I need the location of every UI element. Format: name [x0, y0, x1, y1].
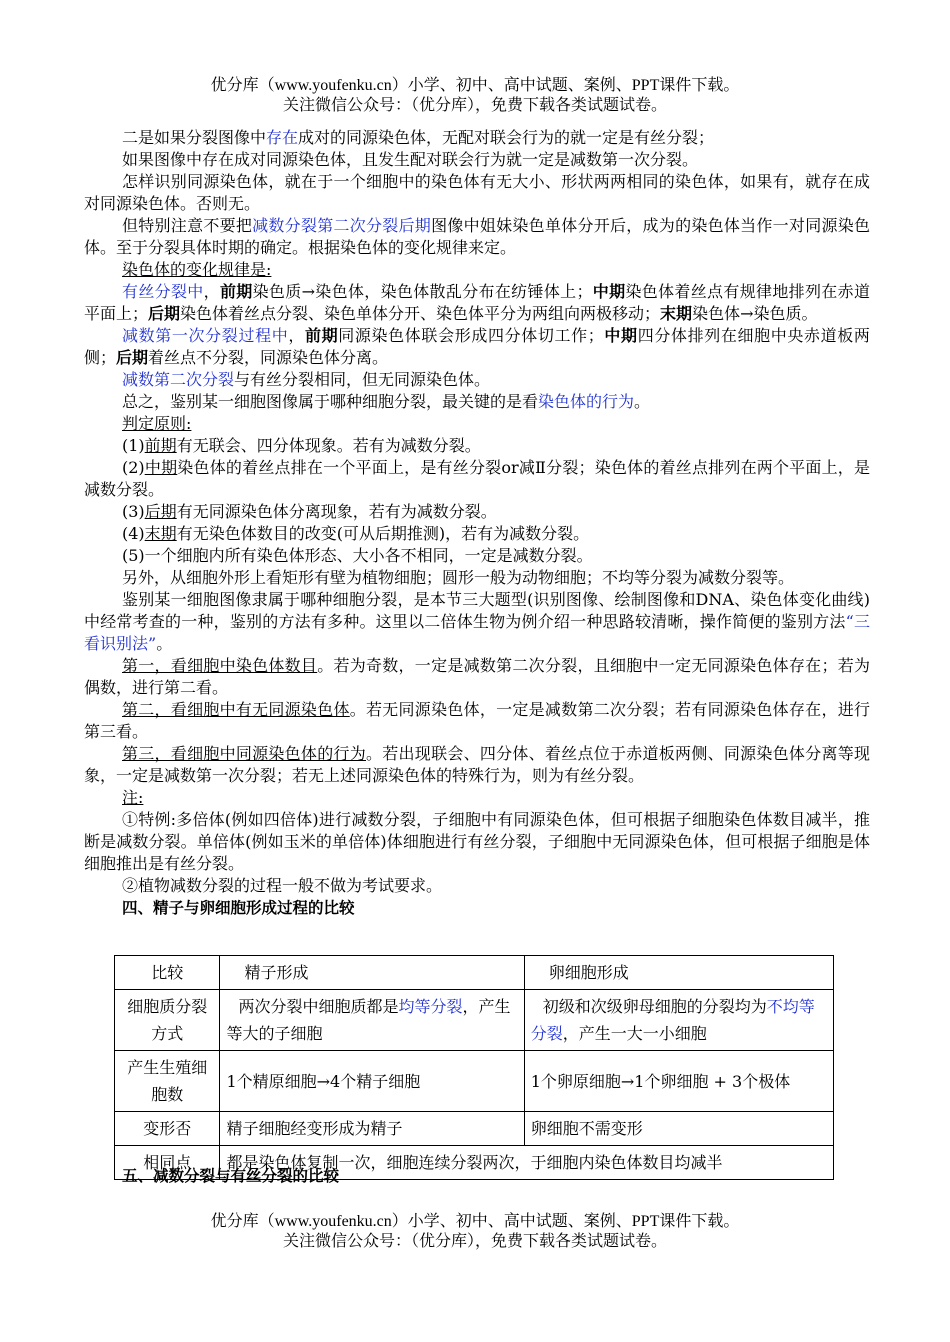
- header-line-2: 关注微信公众号：（优分库），免费下载各类试题试卷。: [282, 97, 667, 114]
- page-footer: [0, 1212, 950, 1252]
- table-cell: 产生生殖细胞数: [115, 1051, 220, 1112]
- body-text: [84, 127, 870, 919]
- paragraph: 但特别注意不要把减数分裂第二次分裂后期图像中姐妹染色单体分开后，成为的染色体当作一对同源染色体。至于分裂具体时期的确定。根据染色体的变化规律来定。: [84, 216, 870, 257]
- table-cell: 卵细胞不需变形: [524, 1112, 833, 1146]
- step-item: 第一，看细胞中染色体数目。若为奇数，一定是减数第二次分裂，且细胞中一定无同源染色体存在；若为偶数，进行第二看。: [84, 656, 870, 697]
- table-row: [115, 956, 834, 990]
- paragraph: 判定原则:: [122, 414, 192, 433]
- paragraph: 鉴别某一细胞图像隶属于哪种细胞分裂，是本节三大题型(识别图像、绘制图像和DNA、染色体变化曲线)中经常考查的一种，鉴别的方法有多种。这里以二倍体生物为例介绍一种思路较清晰，操作简便的鉴别方法“三看识别法”。: [84, 590, 870, 653]
- table-cell: 初级和次级卵母细胞的分裂均为不均等分裂，产生一大一小细胞: [524, 990, 833, 1051]
- rule-item: (2)中期染色体的着丝点排在一个平面上，是有丝分裂or减Ⅱ分裂；染色体的着丝点排列在两个平面上，是减数分裂。: [84, 458, 870, 499]
- paragraph: 减数第二次分裂与有丝分裂相同，但无同源染色体。: [122, 370, 491, 389]
- table-cell: 1个卵原细胞→1个卵细胞 + 3个极体: [524, 1051, 833, 1112]
- table-cell: 两次分裂中细胞质都是均等分裂，产生等大的子细胞: [220, 990, 524, 1051]
- section-heading: 五、减数分裂与有丝分裂的比较: [122, 1167, 340, 1185]
- table-cell: 都是染色体复制一次，细胞连续分裂两次，于细胞内染色体数目均减半: [220, 1146, 834, 1180]
- table-cell: 变形否: [115, 1112, 220, 1146]
- paragraph: 怎样识别同源染色体，就在于一个细胞中的染色体有无大小、形状两两相同的染色体，如果有，就存在成对同源染色体。否则无。: [84, 172, 870, 213]
- step-item: 第三，看细胞中同源染色体的行为。若出现联会、四分体、着丝点位于赤道板两侧、同源染色体分离等现象，一定是减数第一次分裂；若无上述同源染色体的特殊行为，则为有丝分裂。: [84, 744, 870, 785]
- note-item: ②植物减数分裂的过程一般不做为考试要求。: [122, 876, 443, 895]
- paragraph: 总之，鉴别某一细胞图像属于哪种细胞分裂，最关键的是看染色体的行为。: [122, 392, 651, 411]
- rule-item: (5)一个细胞内所有染色体形态、大小各不相同，一定是减数分裂。: [122, 546, 593, 565]
- paragraph: 染色体的变化规律是:: [122, 260, 272, 279]
- table-cell: 精子细胞经变形成为精子: [220, 1112, 524, 1146]
- paragraph: 如果图像中存在成对同源染色体，且发生配对联会行为就一定是减数第一次分裂。: [122, 150, 699, 169]
- rule-item: (3)后期有无同源染色体分离现象，若有为减数分裂。: [122, 502, 497, 521]
- note-item: ①特例:多倍体(例如四倍体)进行减数分裂，子细胞中有同源染色体，但可根据子细胞染色体数目减半，推断是减数分裂。单倍体(例如玉米的单倍体)体细胞进行有丝分裂，子细胞中无同源染色体，但可根据子细胞是体细胞推出是有丝分裂。: [84, 810, 870, 873]
- paragraph: 二是如果分裂图像中存在成对的同源染色体，无配对联会行为的就一定是有丝分裂；: [122, 128, 715, 147]
- table-header-cell: 卵细胞形成: [524, 956, 833, 990]
- paragraph: 注:: [122, 788, 144, 807]
- table-cell: 1个精原细胞→4个精子细胞: [220, 1051, 524, 1112]
- table-cell: 细胞质分裂方式: [115, 990, 220, 1051]
- paragraph: 减数第一次分裂过程中，前期同源染色体联会形成四分体切工作；中期四分体排列在细胞中央赤道板两侧；后期着丝点不分裂，同源染色体分离。: [84, 326, 870, 367]
- table-row: [115, 1112, 834, 1146]
- footer-line-1: 优分库（www.youfenku.cn）小学、初中、高中试题、案例、PPT课件下载。: [210, 1213, 740, 1230]
- section-heading: 四、精子与卵细胞形成过程的比较: [122, 899, 355, 917]
- table-cell: 相同点: [115, 1146, 220, 1180]
- table-row: [115, 1051, 834, 1112]
- comparison-table: [114, 955, 834, 1180]
- table-header-cell: 精子形成: [220, 956, 524, 990]
- table-header-cell: 比较: [115, 956, 220, 990]
- page-header: [0, 76, 950, 116]
- header-line-1: 优分库（www.youfenku.cn）小学、初中、高中试题、案例、PPT课件下载。: [210, 77, 740, 94]
- paragraph: 另外，从细胞外形上看矩形有壁为植物细胞；圆形一般为动物细胞；不均等分裂为减数分裂等。: [122, 568, 795, 587]
- footer-line-2: 关注微信公众号：（优分库），免费下载各类试题试卷。: [282, 1233, 667, 1250]
- rule-item: (4)末期有无染色体数目的改变(可从后期推测)，若有为减数分裂。: [122, 524, 590, 543]
- step-item: 第二，看细胞中有无同源染色体。若无同源染色体，一定是减数第二次分裂；若有同源染色体存在，进行第三看。: [84, 700, 870, 741]
- paragraph: 有丝分裂中，前期染色质→染色体，染色体散乱分布在纺锤体上；中期染色体着丝点有规律地排列在赤道平面上；后期染色体着丝点分裂、染色单体分开、染色体平分为两组向两极移动；末期染色体→染色质。: [84, 282, 870, 323]
- table-row: [115, 990, 834, 1051]
- rule-item: (1)前期有无联会、四分体现象。若有为减数分裂。: [122, 436, 481, 455]
